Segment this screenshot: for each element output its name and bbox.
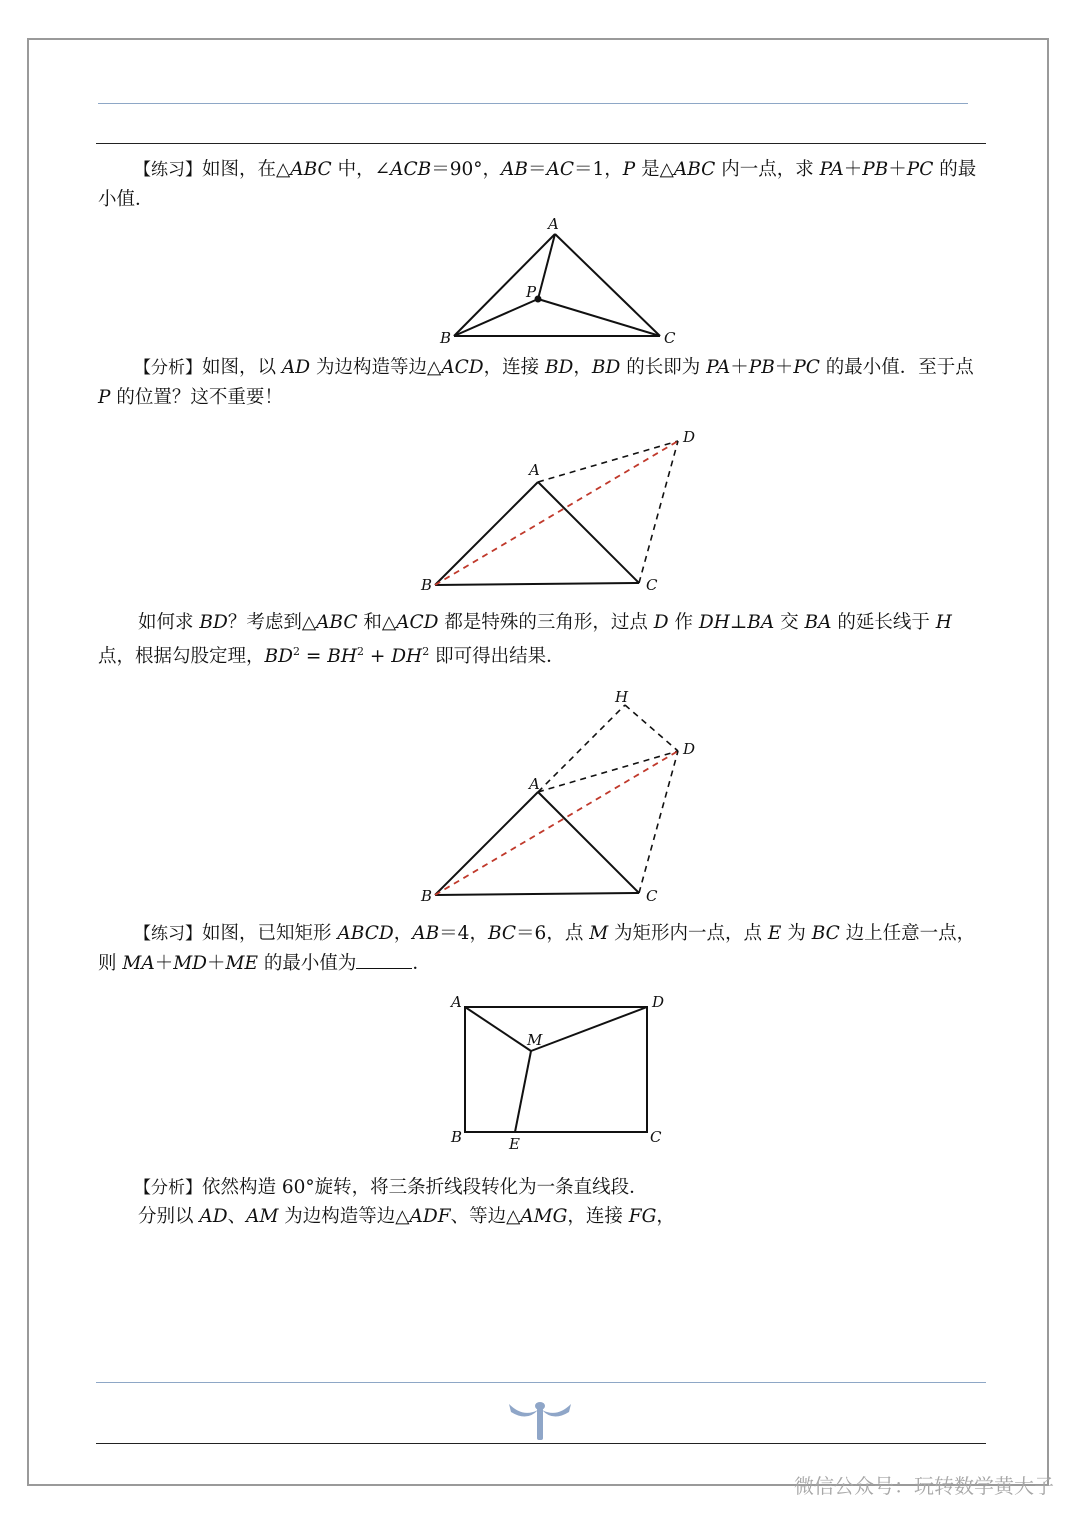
segment-md xyxy=(531,1007,647,1051)
text: E xyxy=(767,923,782,944)
label-b: B xyxy=(421,887,433,905)
label-c: C xyxy=(646,887,658,905)
text: ，连接 xyxy=(483,357,545,378)
text: ＝1， xyxy=(574,159,623,180)
text: AMG xyxy=(520,1206,568,1227)
label-b: B xyxy=(451,1128,463,1146)
text: PA xyxy=(706,357,731,378)
analysis-tag: 【分析】 xyxy=(134,1178,202,1198)
segment-ac xyxy=(538,792,639,893)
label-c: C xyxy=(664,329,676,347)
text: 的位置？这不重要！ xyxy=(110,387,283,408)
text: MD xyxy=(173,953,207,974)
text: PA xyxy=(819,159,844,180)
text: D xyxy=(653,612,669,633)
equation-term: BD xyxy=(264,646,293,668)
watermark-text: 微信公众号：玩转数学黄大子 xyxy=(794,1474,1054,1498)
text: AD xyxy=(281,357,311,378)
segment-bc xyxy=(435,583,639,585)
analysis-tag: 【分析】 xyxy=(134,358,202,378)
text: 、 xyxy=(227,1206,247,1227)
text: BA xyxy=(804,612,832,633)
text: 的最小值． xyxy=(98,159,977,210)
text: 点，根据勾股定理， xyxy=(98,646,265,668)
exercise-2-text xyxy=(98,919,986,978)
text: ＋ xyxy=(843,159,863,180)
text: 交 xyxy=(774,612,805,633)
figure-rectangle-abcd xyxy=(445,990,675,1155)
segment-ma xyxy=(465,1007,531,1051)
text: AM xyxy=(246,1206,279,1227)
exercise-tag: 【练习】 xyxy=(134,160,202,180)
text: 为边构造等边△ xyxy=(278,1206,410,1227)
label-h: H xyxy=(615,688,629,706)
segment-cd xyxy=(639,441,678,583)
exercise-tag: 【练习】 xyxy=(134,924,202,944)
text: 为矩形内一点，点 xyxy=(608,923,768,944)
text: ＝ xyxy=(527,159,547,180)
text: ＝4， xyxy=(439,923,488,944)
text: P xyxy=(98,387,111,408)
figure-triangle-acdh xyxy=(415,685,705,907)
text: M xyxy=(589,923,609,944)
segment-me xyxy=(515,1051,531,1132)
text: 是△ xyxy=(635,159,674,180)
text: 依然构造 60°旋转，将三条折线段转化为一条直线段． xyxy=(202,1177,648,1198)
equation-term: BH xyxy=(327,646,357,668)
text: BD xyxy=(544,357,574,378)
label-d: D xyxy=(683,428,696,446)
text: ABCD xyxy=(337,923,394,944)
text: PB xyxy=(748,357,775,378)
text: BD xyxy=(199,612,228,633)
analysis-2-line-2 xyxy=(98,1202,986,1231)
segment-cd xyxy=(639,751,678,893)
text: BA xyxy=(747,612,775,633)
text: AC xyxy=(546,159,575,180)
text: 作 xyxy=(668,612,699,633)
text: 边上任意一点，则 xyxy=(98,923,976,974)
text: ABC xyxy=(673,159,716,180)
equation-term: DH xyxy=(391,646,423,668)
text: 都是特殊的三角形，过点 xyxy=(438,612,654,633)
text: ＝6，点 xyxy=(516,923,590,944)
segment-ad xyxy=(538,441,678,482)
logo-stem xyxy=(537,1408,543,1440)
logo-head xyxy=(535,1402,545,1410)
footer-rule-black xyxy=(96,1443,986,1444)
text: H xyxy=(935,612,952,633)
text: 和△ xyxy=(357,612,397,633)
text: 的最小值为 xyxy=(257,953,357,974)
text: 如图，在△ xyxy=(202,159,291,180)
text: ACB xyxy=(390,159,432,180)
text: 的最小值．至于点 xyxy=(819,357,974,378)
text: ＋ xyxy=(888,159,907,180)
text: ，连接 xyxy=(567,1206,629,1227)
text: ACD xyxy=(396,612,439,633)
text: ？考虑到△ xyxy=(227,612,317,633)
text: ＋ xyxy=(154,953,174,974)
text: BC xyxy=(487,923,517,944)
header-rule-blue xyxy=(98,103,968,104)
exercise-1-text xyxy=(98,155,986,214)
superscript: 2 xyxy=(292,645,300,658)
text: AB xyxy=(412,923,440,944)
text: 为边构造等边△ xyxy=(310,357,442,378)
segment-ad xyxy=(538,751,678,792)
text: ＋ xyxy=(774,357,794,378)
text: BD xyxy=(591,357,621,378)
text: AB xyxy=(501,159,528,180)
text: ABC xyxy=(290,159,332,180)
label-a: A xyxy=(548,215,559,233)
label-e: E xyxy=(509,1135,520,1153)
text: P xyxy=(622,159,636,180)
text: ＝90°， xyxy=(431,159,502,180)
label-b: B xyxy=(440,329,452,347)
superscript: 2 xyxy=(356,645,364,658)
text: AD xyxy=(199,1206,228,1227)
label-a: A xyxy=(529,461,540,479)
text: 如图，以 xyxy=(202,357,282,378)
text: ． xyxy=(412,953,431,974)
label-c: C xyxy=(646,576,658,594)
text: + xyxy=(363,646,392,668)
segment-hd xyxy=(625,705,678,751)
text: ACD xyxy=(441,357,484,378)
segment-ab xyxy=(454,234,555,336)
answer-blank xyxy=(356,950,412,969)
text: ABC xyxy=(316,612,358,633)
text: ， xyxy=(393,923,413,944)
text: ME xyxy=(225,953,258,974)
label-d: D xyxy=(683,740,696,758)
bd-explanation-text xyxy=(98,608,986,671)
label-p: P xyxy=(526,283,537,301)
text: 如何求 xyxy=(138,612,200,633)
text: 为 xyxy=(781,923,812,944)
logo-right-leaf xyxy=(542,1404,571,1417)
footer-rule-blue xyxy=(96,1382,986,1383)
text: ＋ xyxy=(730,357,749,378)
text: MA xyxy=(122,953,155,974)
text: 中，∠ xyxy=(331,159,391,180)
header-rule-black xyxy=(96,143,986,144)
footer-logo-icon xyxy=(505,1398,575,1442)
text: PC xyxy=(793,357,820,378)
text: 内一点，求 xyxy=(715,159,820,180)
logo-left-leaf xyxy=(509,1404,538,1417)
text: 如图，已知矩形 xyxy=(202,923,338,944)
label-b: B xyxy=(421,576,433,594)
label-m: M xyxy=(527,1031,543,1049)
text: 、等边△ xyxy=(450,1206,521,1227)
text: BC xyxy=(811,923,840,944)
label-d: D xyxy=(652,993,665,1011)
superscript: 2 xyxy=(422,645,430,658)
text: ， xyxy=(656,1206,675,1227)
text: DH xyxy=(698,612,730,633)
analysis-2-line-1 xyxy=(98,1173,986,1203)
segment-bd xyxy=(435,441,678,585)
figure-triangle-abp xyxy=(430,212,680,348)
label-a: A xyxy=(451,993,462,1011)
text: = xyxy=(299,646,328,668)
text: ， xyxy=(573,357,592,378)
text: ⊥ xyxy=(729,612,748,633)
text: PC xyxy=(906,159,934,180)
text: PB xyxy=(862,159,889,180)
text: 即可得出结果． xyxy=(429,646,565,668)
text: FG xyxy=(628,1206,657,1227)
segment-pb xyxy=(454,299,538,336)
text: ADF xyxy=(409,1206,451,1227)
segment-ac xyxy=(538,482,639,583)
text: 的长即为 xyxy=(620,357,707,378)
segment-bc xyxy=(435,893,639,895)
analysis-1-text xyxy=(98,353,986,412)
label-c: C xyxy=(650,1128,662,1146)
text: 分别以 xyxy=(138,1206,200,1227)
text: 的延长线于 xyxy=(831,612,936,633)
label-a: A xyxy=(529,775,540,793)
text: ＋ xyxy=(207,953,226,974)
figure-triangle-acd xyxy=(415,425,705,595)
